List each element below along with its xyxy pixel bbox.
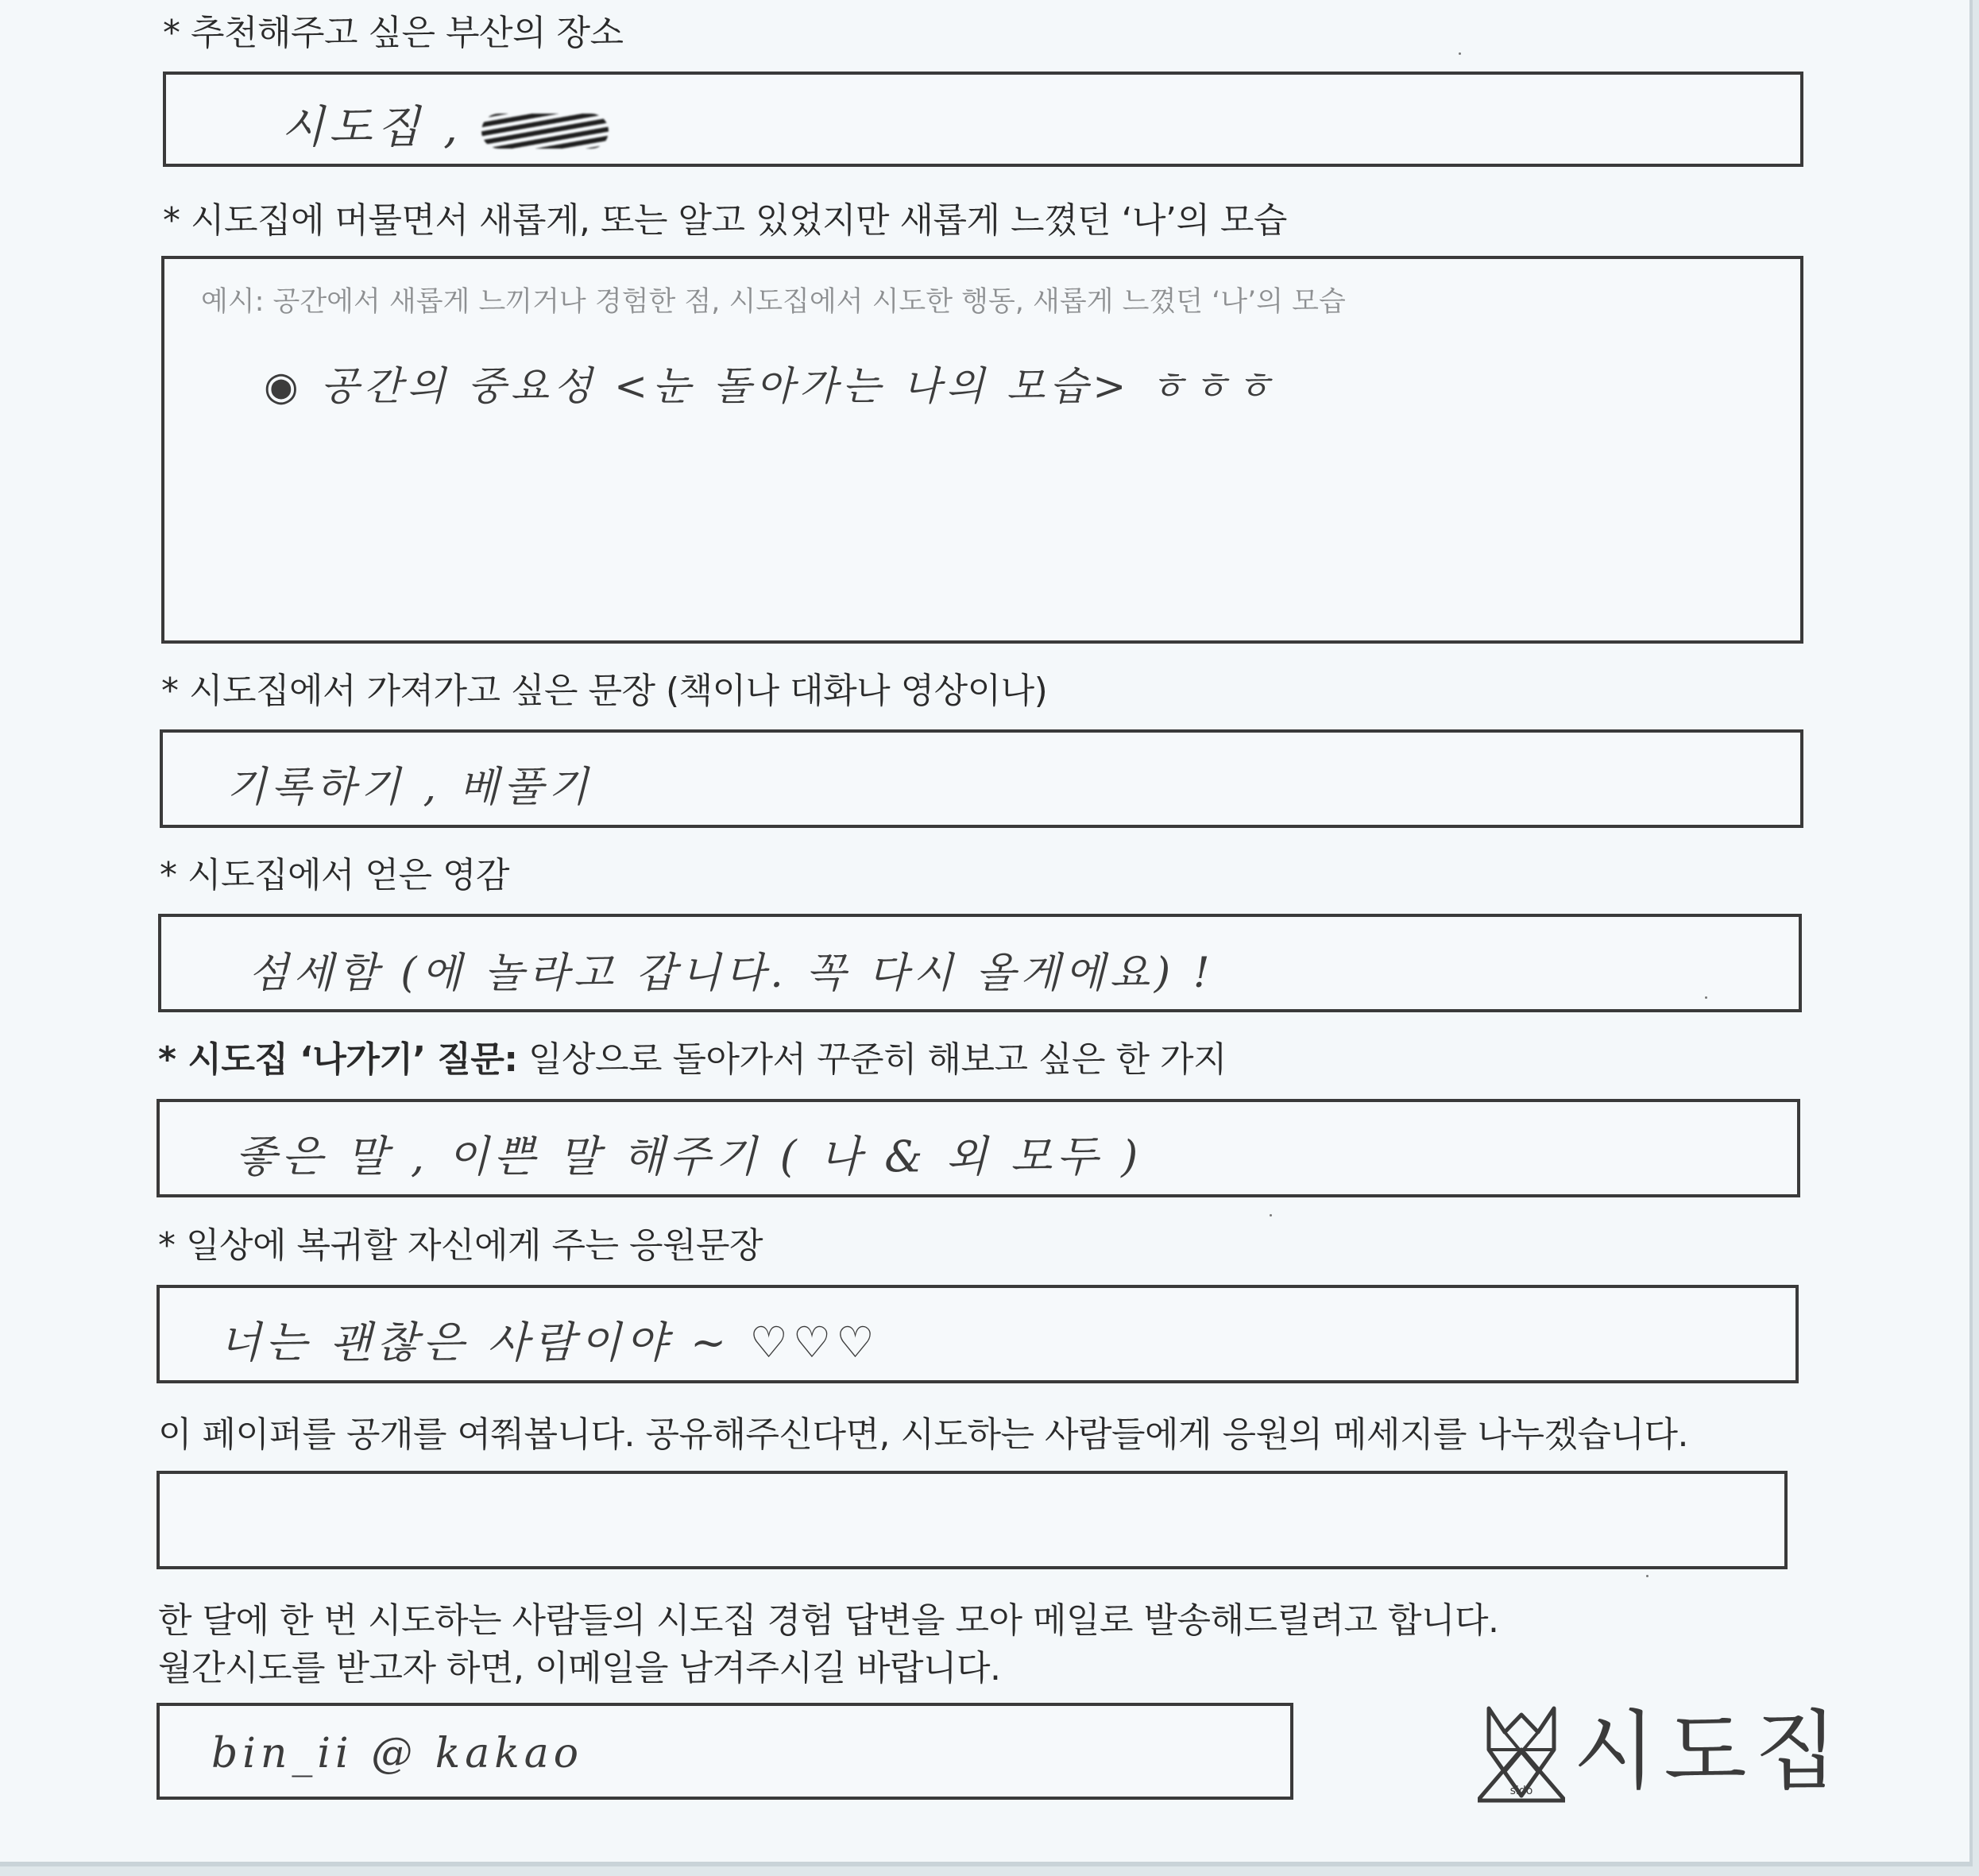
scan-speck [1705,996,1707,999]
logo-mark-text: sido [1509,1785,1533,1797]
question-share-consent: 이 페이퍼를 공개를 여쭤봅니다. 공유해주신다면, 시도하는 사람들에게 응원의 메세지를 나누겠습니다. [158,1414,1688,1455]
scan-speck [1646,1575,1649,1577]
answer-box-inspiration[interactable] [158,914,1802,1012]
answer-box-sentence-to-keep[interactable] [160,729,1803,828]
example-hint: 예시: 공간에서 새롭게 느끼거나 경험한 점, 시도집에서 시도한 행동, 새롭게 느꼈던 ‘나’의 모습 [201,286,1346,318]
scribbled-out-text [481,114,609,149]
answer-cheer-sentence: 너는 괜찮은 사람이야 ~ ♡♡♡ [219,1317,879,1367]
answer-box-cheer-sentence[interactable] [157,1285,1799,1383]
question-sentence-to-keep: * 시도집에서 가져가고 싶은 문장 (책이나 대화나 영상이나) [161,671,1048,711]
answer-box-share-consent[interactable] [157,1471,1788,1569]
question-new-self: * 시도집에 머물면서 새롭게, 또는 알고 있었지만 새롭게 느꼈던 ‘나’의 모습 [163,200,1287,241]
sidojip-logo [1478,1700,1846,1804]
email-answer: bin_ii @ kakao [211,1730,584,1777]
logo-text: 시도집 [1573,1702,1846,1801]
question-recommend-place: * 추천해주고 싶은 부산의 장소 [163,13,624,53]
answer-recommend-place: 시도집 , [281,92,609,156]
email-answer-box[interactable] [157,1703,1293,1800]
answer-leaving: 좋은 말 , 이쁜 말 해주기 ( 나 & 외 모두 ) [235,1131,1143,1182]
answer-new-self: ◉ 공간의 중요성 <눈 돌아가는 나의 모습> ㅎㅎㅎ [264,363,1278,409]
question-cheer-sentence: * 일상에 복귀할 자신에게 주는 응원문장 [158,1225,763,1266]
answer-box-new-self[interactable] [161,256,1803,644]
answer-box-recommend-place[interactable] [163,72,1803,167]
question-leaving [158,1038,1227,1082]
logo-mark-icon [1478,1700,1565,1804]
question-newsletter-line1: 한 달에 한 번 시도하는 사람들의 시도집 경험 답변을 모아 메일로 발송해드릴려고 합니다. [158,1600,1499,1641]
question-leaving-label: * 시도집 ‘나가기’ 질문: [158,1039,518,1080]
scan-speck [1459,52,1461,55]
answer-sentence-to-keep: 기록하기 , 베풀기 [226,764,593,811]
question-leaving-text: 일상으로 돌아가서 꾸준히 해보고 싶은 한 가지 [517,1039,1227,1080]
scan-speck [1270,1214,1272,1216]
question-inspiration: * 시도집에서 얻은 영감 [160,855,509,895]
question-newsletter-line2: 월간시도를 받고자 하면, 이메일을 남겨주시길 바랍니다. [158,1648,1001,1688]
answer-box-leaving[interactable] [157,1099,1800,1197]
answer-inspiration: 섬세함 (에 놀라고 갑니다. 꼭 다시 올게에요) ! [249,950,1215,997]
